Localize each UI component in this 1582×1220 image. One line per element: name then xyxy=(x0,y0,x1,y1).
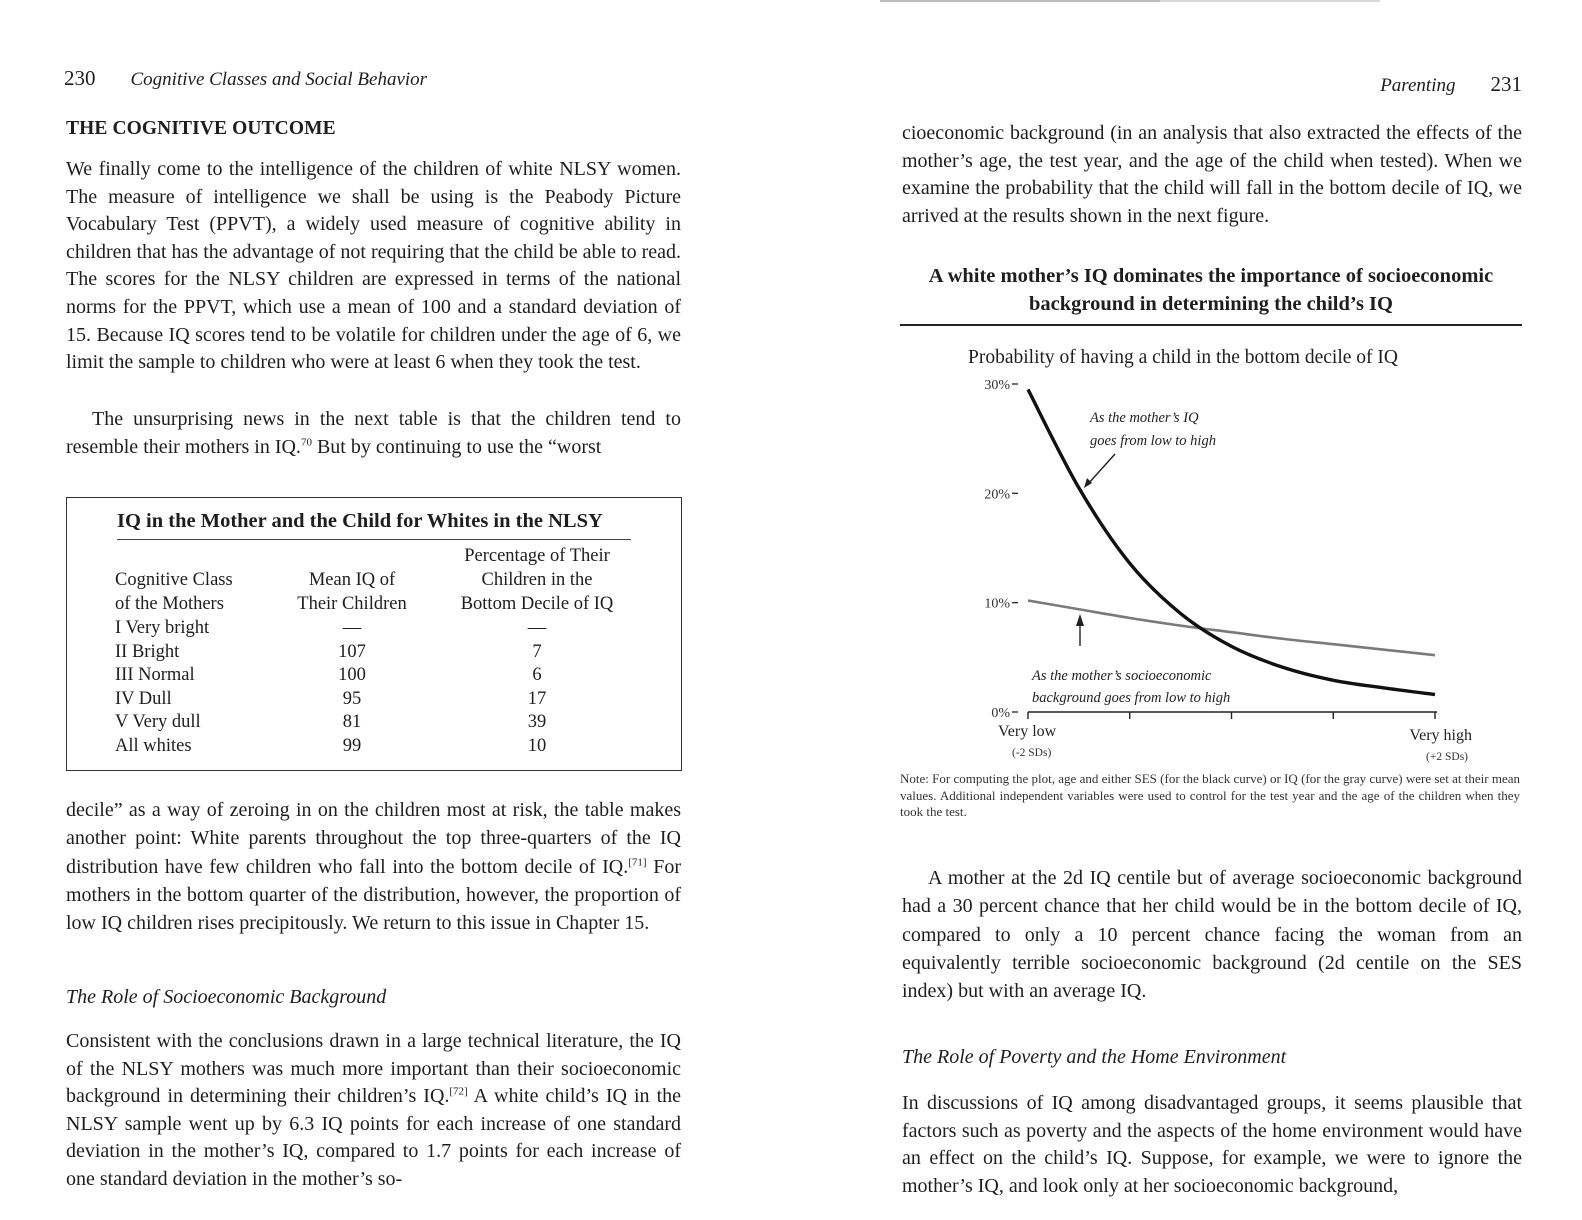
annotation-ses-line1: As the mother’s socioeconomic xyxy=(1032,668,1212,684)
table-col1-header-line2: of the Mothers xyxy=(115,594,224,614)
table-col2-header-line2: Their Children xyxy=(297,594,407,614)
right-paragraph-1: cioeconomic background (in an analysis that also extracted the effects of the mother’s age, the test year, and the age of the child when tested). When we examine the probability that the child will fall in the bottom decile of IQ, we arrived at the results shown in the next figure. xyxy=(902,122,1522,227)
left-paragraph-2-tail: But by continuing to use the “worst xyxy=(311,435,602,458)
left-paragraph-4 xyxy=(66,1028,681,1194)
table-cell-class: III Normal xyxy=(115,665,195,686)
table-cell-class: All whites xyxy=(115,735,192,756)
annotation-iq-line2: goes from low to high xyxy=(1090,433,1216,449)
y-tick-label: 10% xyxy=(984,596,1010,612)
left-paragraph-3 xyxy=(66,796,681,937)
table-cell-class: II Bright xyxy=(115,641,180,662)
table-cell-pct: — xyxy=(527,618,547,638)
table-col1-header-line1: Cognitive Class xyxy=(115,570,233,590)
x-tick-label-low: Very low xyxy=(998,723,1057,740)
annotation-ses-arrowhead xyxy=(1076,614,1084,626)
left-paragraph-3-tail: For mothers in the bottom quarter of the distribution, however, the proportion of low IQ children rises precipitously. We return to this issue in Chapter 15. xyxy=(66,855,681,935)
table-col3-header-line2: Children in the xyxy=(481,570,593,590)
figure-title xyxy=(900,262,1522,326)
left-paragraph-3-text: decile” as a way of zeroing in on the children most at risk, the table makes another point: White parents throughout the top three-quarters of the IQ distribution have few children who fall into the bottom decile of IQ. xyxy=(66,799,681,878)
left-running-title: Cognitive Classes and Social Behavior xyxy=(130,69,428,90)
figure-title-line1: A white mother’s IQ dominates the importance of socioeconomic xyxy=(928,265,1494,287)
annotation-iq-arrowhead xyxy=(1084,478,1092,488)
table-cell-pct: 39 xyxy=(527,712,547,733)
table-cell-pct: 6 xyxy=(532,665,542,686)
table-cell-class: V Very dull xyxy=(115,712,201,733)
table-cell-mean: 95 xyxy=(342,688,362,709)
right-page xyxy=(880,0,1582,1220)
table-col3 xyxy=(442,616,632,758)
table-title: IQ in the Mother and the Child for Whites in the NLSY xyxy=(117,510,631,540)
left-page-number: 230 xyxy=(64,66,96,90)
table-cell-mean: 100 xyxy=(338,665,366,686)
table-cell-pct: 17 xyxy=(527,688,547,709)
probability-chart xyxy=(880,336,1540,766)
table-cell-mean: — xyxy=(342,618,362,638)
annotation-ses-line2: background goes from low to high xyxy=(1032,690,1231,706)
table-col2-header xyxy=(277,568,427,616)
footnote-marker-71: [71] xyxy=(628,855,647,868)
section-heading: THE COGNITIVE OUTCOME xyxy=(66,118,336,139)
right-page-number: 231 xyxy=(1490,72,1522,96)
right-running-title: Parenting xyxy=(1380,75,1456,96)
left-paragraph-2-text: The unsurprising news in the next table is that the children tend to resemble their mothers in IQ. xyxy=(66,408,681,458)
figure-title-line2: background in determining the child’s IQ xyxy=(1029,293,1393,315)
figure-note: Note: For computing the plot, age and either SES (for the black curve) or IQ (for the gray curve) were set at their mean values. Additional independent variables were used to control for the test year and the age of the children when they took the test. xyxy=(900,771,1520,820)
table-col2 xyxy=(277,616,427,758)
table-cell-class: IV Dull xyxy=(115,688,172,709)
right-subhead: The Role of Poverty and the Home Environment xyxy=(902,1046,1287,1068)
table-col1 xyxy=(115,616,209,758)
table-col3-header xyxy=(442,544,632,616)
table-cell-pct: 7 xyxy=(532,641,542,662)
left-paragraph-1: We finally come to the intelligence of the children of white NLSY women. The measure of intelligence we shall be using is the Peabody Picture Vocabulary Test (PPVT), a widely used measure of cognitive ability in children that has the advantage of not requiring that the child be able to read. The scores for the NLSY children are expressed in terms of the national norms for the PPVT, which use a mean of 100 and a standard deviation of 15. Because IQ scores tend to be volatile for children under the age of 6, we limit the sample to children who were at least 6 when they took the test. xyxy=(66,158,681,374)
table-col1-header xyxy=(115,568,233,616)
table-col2-header-line1: Mean IQ of xyxy=(308,570,396,590)
y-tick-label: 0% xyxy=(991,706,1010,721)
left-paragraph-2 xyxy=(66,406,681,461)
table-col3-header-line3: Bottom Decile of IQ xyxy=(460,594,614,614)
table-cell-class: I Very bright xyxy=(115,618,210,638)
left-page xyxy=(0,0,760,1220)
annotation-iq-arrow xyxy=(1088,454,1115,484)
chart-title: Probability of having a child in the bottom decile of IQ xyxy=(968,347,1398,368)
table-cell-mean: 99 xyxy=(342,735,362,756)
left-paragraph-4-text: Consistent with the conclusions drawn in a large technical literature, the IQ of the NLSY mothers was much more important than their socioeconomic background in determining their children’s IQ. xyxy=(66,1030,681,1108)
table-cell-pct: 10 xyxy=(527,735,547,756)
x-tick-label-high: Very high xyxy=(1409,727,1472,744)
x-tick-sublabel-low: (-2 SDs) xyxy=(1012,747,1052,759)
iq-table xyxy=(66,497,682,771)
left-running-head xyxy=(64,66,427,91)
table-cell-mean: 81 xyxy=(342,712,362,733)
table-col3-header-line1: Percentage of Their xyxy=(464,546,610,566)
left-paragraph-4-tail: A white child’s IQ in the NLSY sample went up by 6.3 IQ points for each increase of one standard deviation in the mother’s IQ, compared to 1.7 points for each increase of one standard deviation in the mother’s so- xyxy=(66,1085,681,1190)
y-tick-label: 30% xyxy=(984,378,1010,393)
footnote-marker-70: 70 xyxy=(300,435,312,448)
x-tick-sublabel-high: (+2 SDs) xyxy=(1426,751,1468,763)
right-paragraph-3: In discussions of IQ among disadvantaged groups, it seems plausible that factors such as poverty and the aspects of the home environment would have an effect on the child’s IQ. Suppose, for example, we were to ignore the mother’s IQ, and look only at her socioeconomic background, xyxy=(902,1092,1522,1197)
footnote-marker-72: [72] xyxy=(449,1085,468,1098)
table-cell-mean: 107 xyxy=(338,641,366,662)
right-running-head xyxy=(1380,72,1522,97)
right-paragraph-2: A mother at the 2d IQ centile but of average socioeconomic background had a 30 percent chance that her child would be in the bottom decile of IQ, compared to only a 10 percent chance facing the woman from an equivalently terrible socioeconomic background (2d centile on the SES index) but with an average IQ. xyxy=(902,867,1522,1003)
y-tick-label: 20% xyxy=(984,487,1010,503)
left-subhead: The Role of Socioeconomic Background xyxy=(66,986,387,1008)
annotation-iq-line1: As the mother’s IQ xyxy=(1090,410,1199,426)
